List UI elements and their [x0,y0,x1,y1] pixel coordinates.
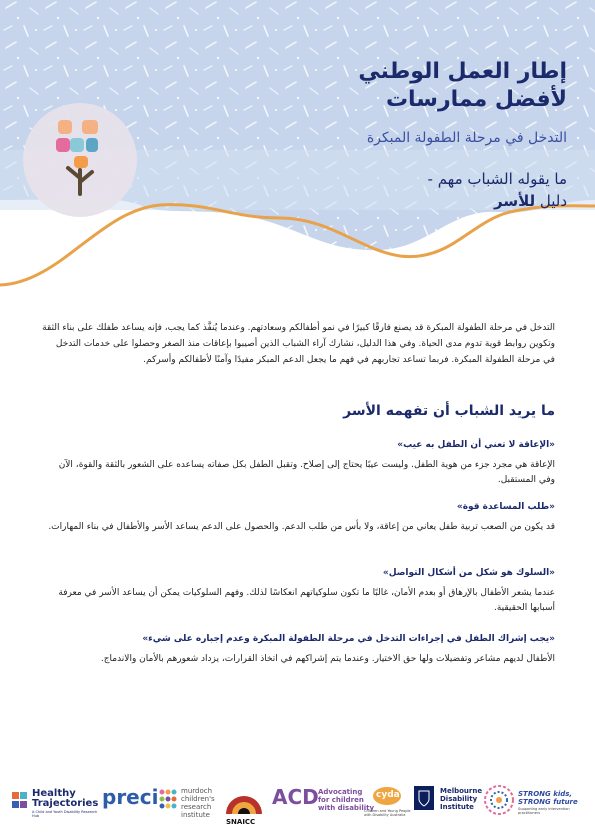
snaicc-icon [222,784,266,818]
guide-line-2 [207,190,567,212]
acd-line-2: for children [318,796,364,804]
murdoch-line-1: murdoch [181,787,213,795]
point-4 [42,634,555,667]
healthy-sub: A Child and Youth Disability Research Hub [32,810,98,818]
guide-bold: للأسر [493,192,536,210]
point-text: قد يكون من الصعب تربية طفل يعاني من إعاقة، ولا بأس من طلب الدعم. والحصول على الدعم يساعد الأسر والأطفال في بناء المهارات. [48,522,555,532]
guide-heading [207,168,567,212]
hero-background [0,0,595,300]
murdoch-icon [158,788,178,814]
acd-mark: ACD [272,785,319,809]
section-title: ما يريد الشباب أن تفهمه الأسر [343,403,555,419]
point-text: عندما يشعر الأطفال بالإرهاق أو بعدم الأمان، غالبًا ما تكون سلوكياتهم انعكاسًا لذلك. وفهم السلوكيات يمكن أن يساعد الأسر في معرفة أسبابها الحقيقية. [58,588,555,613]
point-text: الإعاقة هي مجرد جزء من هوية الطفل. وليست عيبًا يحتاج إلى إصلاح. وتقبل الطفل بكل صفاته يساعده على الشعور بالثقة والقوة، الآن وفي المستقبل. [58,460,555,485]
strong-line-1: STRONG kids, [518,790,573,798]
melbourne-line-2: Disability [440,795,478,803]
murdoch-line-4: institute [181,811,210,819]
healthy-line-2: Trajectories [32,798,99,809]
title-line-2: لأفضل ممارسات [385,87,567,112]
point-1 [42,440,555,488]
cyda-text: cyda [376,790,400,800]
preci-logo: preci [102,785,159,809]
point-heading: «يجب إشراك الطفل في إجراءات التدخل في مرحلة الطفولة المبكرة وعدم إجباره على شيء» [142,634,555,644]
acd-line-1: Advocating [318,788,363,796]
point-heading: «السلوك هو شكل من أشكال التواصل» [382,568,555,578]
murdoch-line-2: children's [181,795,215,803]
point-text: الأطفال لديهم مشاعر وتفضيلات ولها حق الاختيار. وعندما يتم إشراكهم في اتخاذ القرارات، يزداد شعورهم بالأمان والاندماج. [100,654,555,664]
page-subtitle: التدخل في مرحلة الطفولة المبكرة [366,130,567,146]
guide-line-1: ما يقوله الشباب مهم - [427,170,567,188]
page-title [207,58,567,114]
point-heading: «طلب المساعدة قوة» [456,502,555,512]
melbourne-line-3: Institute [440,803,474,811]
partner-logos [0,784,595,839]
healthy-line-1: Healthy [32,788,76,799]
point-2 [42,502,555,535]
hero-banner [0,0,595,300]
cyda-sub: Children and Young People with Disability Australia [364,809,411,817]
acd-line-3: with disability [318,804,375,812]
murdoch-line-3: research [181,803,212,811]
point-3 [42,568,555,616]
guide-prefix: دليل [535,192,567,210]
strong-line-2: STRONG future [518,798,578,806]
title-line-1: إطار العمل الوطني [358,59,567,84]
university-crest-icon [414,786,434,810]
strong-sub: Supporting early intervention practitioners [518,807,570,815]
healthy-trajectories-icon [12,790,28,812]
point-heading: «الإعاقة لا تعني أن الطفل به عيب» [397,440,555,450]
snaicc-text: SNAICC [226,818,256,826]
melbourne-line-1: Melbourne [440,787,483,795]
strong-kids-icon [483,784,515,816]
intro-paragraph: التدخل في مرحلة الطفولة المبكرة قد يصنع فارقًا كبيرًا في نمو أطفالكم وسعادتهم. وعندما يُنفَّذ كما يجب، فإنه يساعد طفلك على بناء الثقة وتكوين روابط قوية تدوم مدى الحياة. وفي هذا الدليل، نشارك آراء الشباب الذين أصيبوا بإعاقات منذ الصغر وحصلوا على خدمات التدخل في مرحلة الطفولة المبكرة. فربما تساعد تجاربهم في فهم ما يجعل الدعم المبكر مفيدًا وآمنًا لأطفالكم وأسركم. [42,323,555,365]
